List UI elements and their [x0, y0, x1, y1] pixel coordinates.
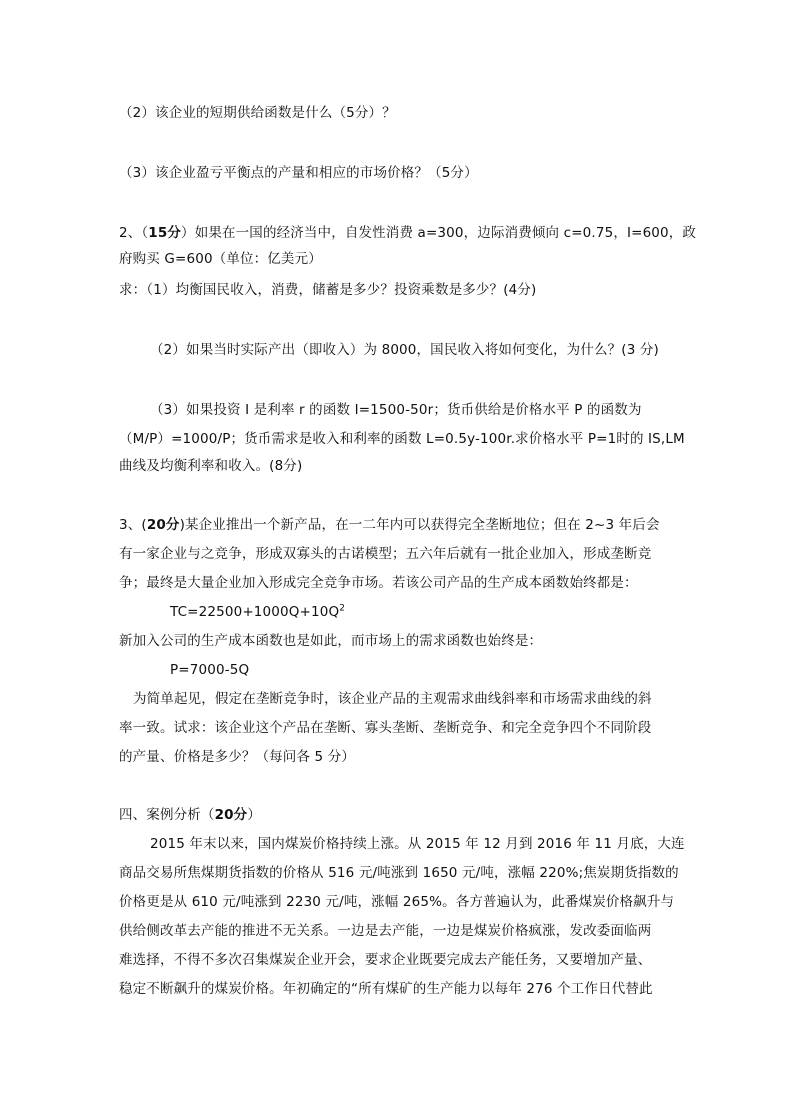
section-4-title	[119, 805, 679, 825]
case-paragraph-line-6: 稳定不断飙升的煤炭价格。年初确定的“所有煤矿的生产能力以每年 276 个工作日代替此	[119, 981, 653, 997]
question-2-line-1-text: ）如果在一国的经济当中，自发性消费 a=300，边际消费倾向 c=0.75，I=600，政	[181, 225, 697, 241]
question-1-part-2: （2）该企业的短期供给函数是什么（5分）？	[119, 105, 396, 121]
case-paragraph-line-4: 供给侧改革去产能的推进不无关系。一边是去产能，一边是煤炭价格疯涨，发改委面临两	[119, 923, 652, 939]
question-3-line-9: 的产量、价格是多少？（每问各 5 分）	[119, 749, 356, 765]
question-2-number: 2、（	[119, 225, 149, 241]
question-3-number: 3、(	[119, 517, 147, 533]
question-2-score: 15分	[148, 225, 182, 241]
question-2-part-3-line-1: （3）如果投资 I 是利率 r 的函数 I=1500-50r；货币供给是价格水平 P 的函数为	[150, 402, 642, 418]
question-2-line-2: 府购买 G=600（单位：亿美元）	[119, 251, 322, 267]
case-paragraph-line-5: 难选择，不得不多次召集煤炭企业开会，要求企业既要完成去产能任务，又要增加产量、	[119, 952, 652, 968]
question-2-part-3-line-2: （M/P）=1000/P；货币需求是收入和利率的函数 L=0.5y-100r.求价格水平 P=1时的 IS,LM	[119, 431, 685, 447]
question-2-part-2: （2）如果当时实际产出（即收入）为 8000，国民收入将如何变化，为什么？(3 分)	[150, 342, 659, 358]
question-2-part-3-line-3: 曲线及均衡利率和收入。(8分)	[119, 458, 303, 474]
question-3-score: 20分	[146, 517, 180, 533]
cost-function-base: TC=22500+1000Q+10Q	[170, 604, 340, 620]
case-paragraph-line-1: 2015 年末以来，国内煤炭价格持续上涨。从 2015 年 12 月到 2016 年 11 月底，大连	[150, 836, 685, 852]
question-1-part-3: （3）该企业盈亏平衡点的产量和相应的市场价格？（5分）	[119, 165, 478, 181]
question-3-line-3: 争；最终是大量企业加入形成完全竞争市场。若该公司产品的生产成本函数始终都是：	[119, 575, 638, 591]
case-paragraph-line-2: 商品交易所焦煤期货指数的价格从 516 元/吨涨到 1650 元/吨，涨幅 220%;焦炭期货指数的	[119, 865, 679, 881]
section-4-title-suffix: ）	[247, 807, 261, 823]
question-3-line-1-text: )某企业推出一个新产品，在一二年内可以获得完全垄断地位；但在 2~3 年后会	[179, 517, 660, 533]
case-paragraph-line-3: 价格更是从 610 元/吨涨到 2230 元/吨，涨幅 265%。各方普遍认为，此番煤炭价格飙升与	[119, 894, 675, 910]
cost-function-exponent: 2	[339, 603, 346, 614]
question-2-line-3: 求：（1）均衡国民收入，消费，储蓄是多少？投资乘数是多少？(4分)	[119, 282, 537, 298]
cost-function-formula	[170, 602, 730, 622]
question-3-line-1	[119, 515, 679, 535]
section-4-title-prefix: 四、案例分析（	[119, 807, 215, 823]
question-3-line-2: 有一家企业与之竞争，形成双寡头的古诺模型；五六年后就有一批企业加入，形成垄断竞	[119, 546, 652, 562]
section-4-score: 20分	[214, 807, 248, 823]
demand-function-formula: P=7000-5Q	[170, 662, 250, 678]
question-3-line-5: 新加入公司的生产成本函数也是如此，而市场上的需求函数也始终是：	[119, 633, 543, 649]
question-3-line-7: 为简单起见，假定在垄断竞争时，该企业产品的主观需求曲线斜率和市场需求曲线的斜	[133, 691, 652, 707]
question-2-line-1	[119, 223, 697, 243]
question-3-line-8: 率一致。试求：该企业这个产品在垄断、寡头垄断、垄断竞争、和完全竞争四个不同阶段	[119, 720, 652, 736]
